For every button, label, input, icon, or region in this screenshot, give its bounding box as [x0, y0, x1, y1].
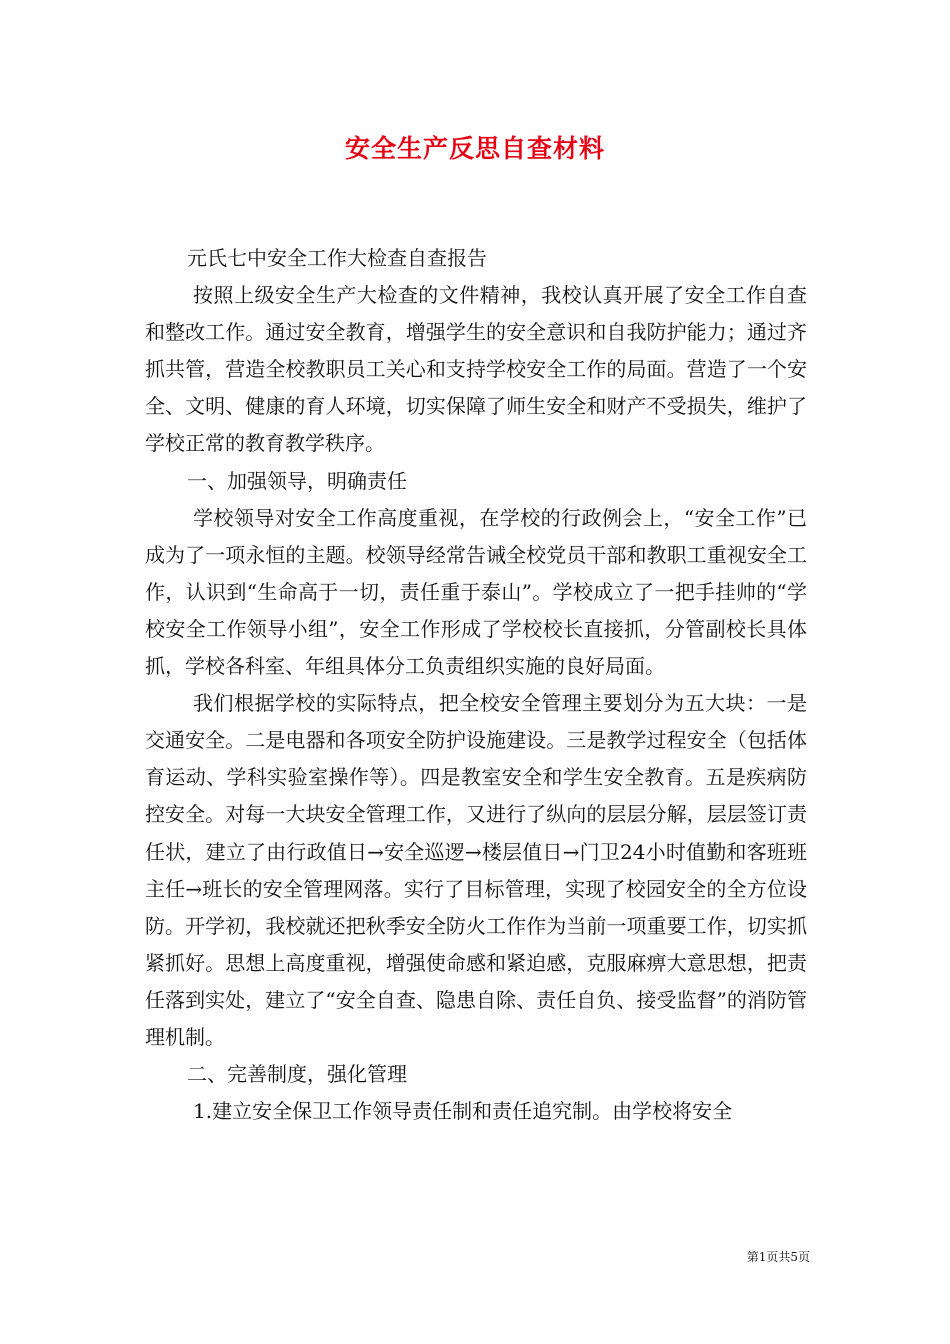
section-heading-1: 一、加强领导，明确责任 — [187, 468, 407, 493]
document-body — [145, 240, 807, 1130]
section-1-paragraph: 学校领导对安全工作高度重视，在学校的行政例会上，“安全工作”已成为了一项永恒的主题。校领导经常告诫全校党员干部和教职工重视安全工作，认识到“生命高于一切，责任重于泰山”。学校成立了一把手挂帅的“学校安全工作领导小组”，安全工作形成了学校校长直接抓，分管副校长具体抓，学校各科室、年组具体分工负责组织实施的良好局面。 — [145, 505, 807, 679]
report-heading: 元氏七中安全工作大检查自查报告 — [187, 246, 487, 270]
section-1-paragraph-2: 我们根据学校的实际特点，把全校安全管理主要划分为五大块：一是交通安全。二是电器和各项安全防护设施建设。三是教学过程安全（包括体育运动、学科实验室操作等）。四是教室安全和学生安全教育。五是疾病防控安全。对每一大块安全管理工作，又进行了纵向的层层分解，层层签订责任状，建立了由行政值日→安全巡逻→楼层值日→门卫24小时值勤和客班班主任→班长的安全管理网落。实行了目标管理，实现了校园安全的全方位设防。开学初，我校就还把秋季安全防火工作作为当前一项重要工作，切实抓紧抓好。思想上高度重视，增强使命感和紧迫感，克服麻痹大意思想，把责任落到实处，建立了“安全自查、隐患自除、责任自负、接受监督”的消防管理机制。 — [145, 691, 807, 1049]
section-2-item-1: 1.建立安全保卫工作领导责任制和责任追究制。由学校将安全 — [193, 1099, 733, 1124]
document-title: 安全生产反思自查材料 — [344, 134, 605, 163]
section-heading-2: 二、完善制度，强化管理 — [187, 1062, 407, 1087]
page-number: 第1页共5页 — [746, 1250, 810, 1264]
intro-paragraph: 按照上级安全生产大检查的文件精神，我校认真开展了安全工作自查和整改工作。通过安全教育，增强学生的安全意识和自我防护能力；通过齐抓共管，营造全校教职员工关心和支持学校安全工作的局面。营造了一个安全、文明、健康的育人环境，切实保障了师生安全和财产不受损失，维护了学校正常的教育教学秩序。 — [145, 283, 807, 456]
